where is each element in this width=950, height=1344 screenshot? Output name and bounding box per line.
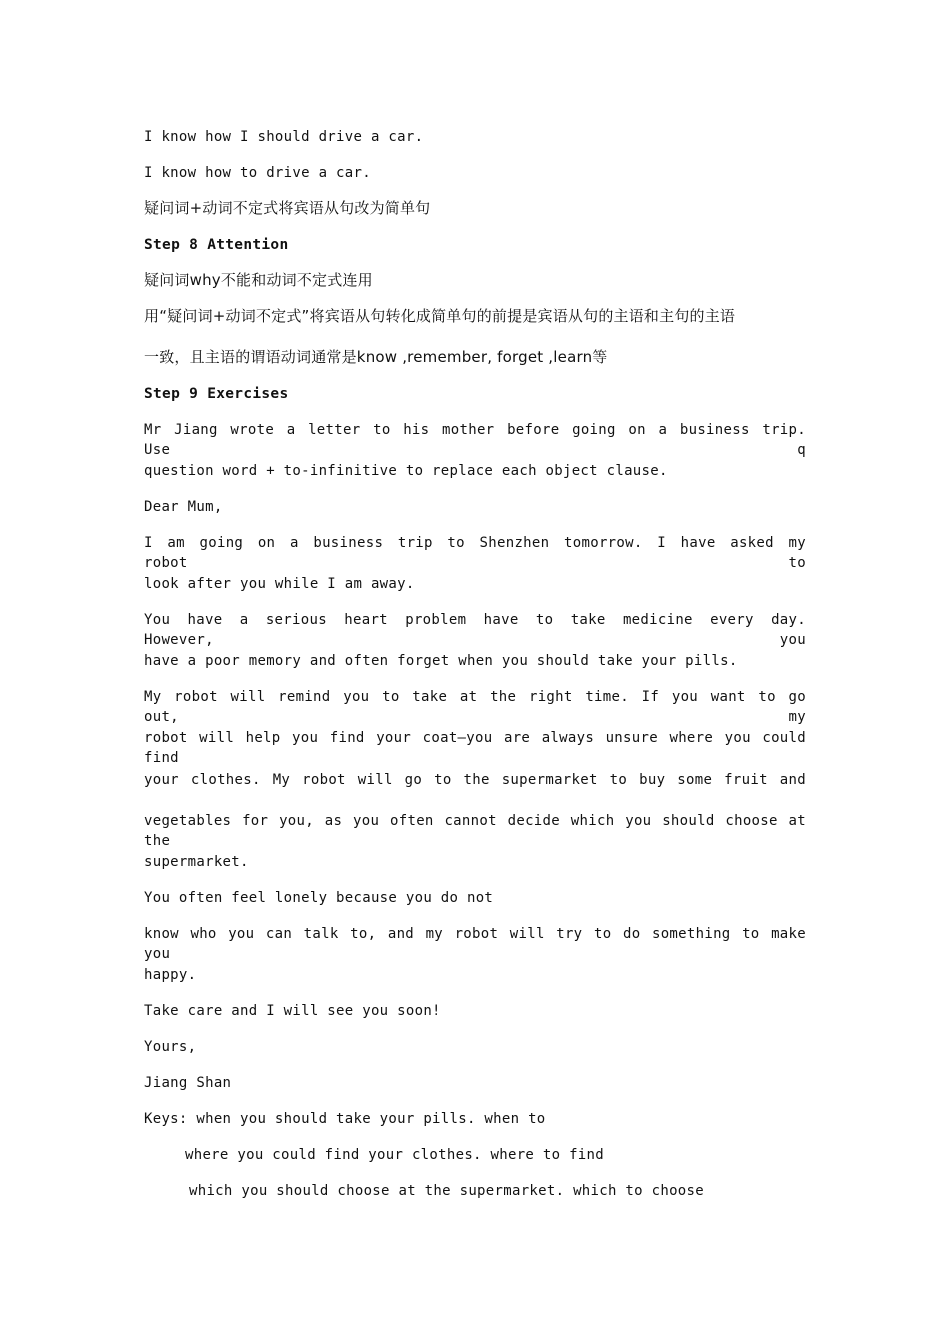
letter-line-1: I am going on a business trip to Shenzhen tomorrow. I have asked my robot to bbox=[144, 535, 806, 571]
letter-signoff: Yours, bbox=[144, 1039, 197, 1055]
answer-key-2: where you could find your clothes. where to find bbox=[185, 1147, 604, 1163]
exercise-instruction-line-1: Mr Jiang wrote a letter to his mother before going on a business trip. Use q bbox=[144, 422, 806, 458]
letter-line-10: You often feel lonely because you do not bbox=[144, 890, 494, 906]
letter-line-9: supermarket. bbox=[144, 854, 249, 870]
letter-line-3: You have a serious heart problem have to take medicine every day. However, you bbox=[144, 612, 806, 648]
letter-line-4: have a poor memory and often forget when you should take your pills. bbox=[144, 653, 738, 669]
example-sentence-2: I know how to drive a car. bbox=[144, 165, 371, 181]
step-8-heading: Step 8 Attention bbox=[144, 237, 289, 253]
letter-line-6: robot will help you find your coat—you are always unsure where you could find bbox=[144, 730, 806, 766]
letter-line-2: look after you while I am away. bbox=[144, 576, 415, 592]
letter-greeting: Dear Mum, bbox=[144, 499, 223, 515]
example-sentence-1: I know how I should drive a car. bbox=[144, 129, 424, 145]
letter-line-12: happy. bbox=[144, 967, 197, 983]
letter-line-11: know who you can talk to, and my robot will try to do something to make you bbox=[144, 926, 806, 962]
letter-line-5: My robot will remind you to take at the right time. If you want to go out, my bbox=[144, 689, 806, 725]
attention-note-1: 疑问词why不能和动词不定式连用 bbox=[144, 271, 373, 289]
attention-note-2: 用“疑问词+动词不定式”将宾语从句转化成简单句的前提是宾语从句的主语和主句的主语 bbox=[144, 307, 736, 325]
rule-note: 疑问词+动词不定式将宾语从句改为简单句 bbox=[144, 199, 431, 217]
exercise-instruction-line-2: question word + to-infinitive to replace each object clause. bbox=[144, 463, 668, 479]
letter-closing: Take care and I will see you soon! bbox=[144, 1003, 441, 1019]
letter-signature: Jiang Shan bbox=[144, 1075, 232, 1091]
letter-line-7: your clothes. My robot will go to the supermarket to buy some fruit and bbox=[144, 772, 806, 788]
attention-note-3: 一致，且主语的谓语动词通常是know ,remember, forget ,learn等 bbox=[144, 348, 608, 366]
letter-line-8: vegetables for you, as you often cannot decide which you should choose at the bbox=[144, 813, 806, 849]
answer-key-1: Keys: when you should take your pills. when to bbox=[144, 1111, 546, 1127]
step-9-heading: Step 9 Exercises bbox=[144, 386, 289, 402]
answer-key-3: which you should choose at the supermarket. which to choose bbox=[189, 1183, 704, 1199]
